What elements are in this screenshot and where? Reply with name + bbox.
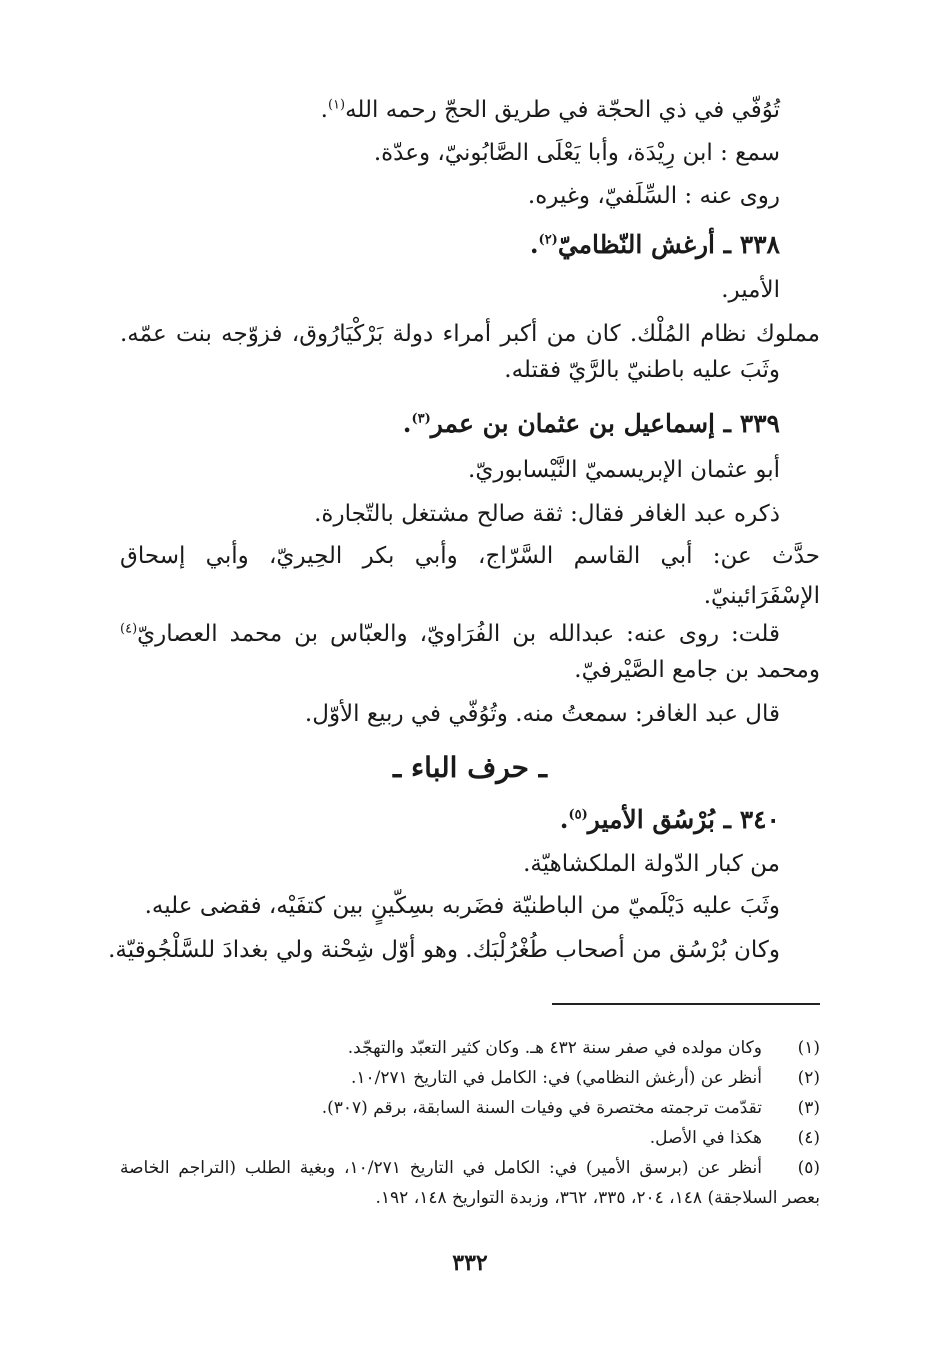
line-tail: . <box>402 409 412 438</box>
line-text: قلت: روى عنه: عبدالله بن الفُرَاويّ، والعبّاس بن محمد العصاريّ <box>137 621 780 647</box>
footnote-number: (٣) <box>797 1098 820 1118</box>
footnote-marker[interactable]: (٢) <box>538 232 558 248</box>
text-line <box>704 578 820 614</box>
line-text: وثَبَ عليه باطنيّ بالرَّيّ فقتله. <box>504 357 780 383</box>
footnote <box>120 1154 820 1214</box>
text-line <box>145 888 780 924</box>
line-text: سمع : ابن رِيْدَة، وأبا يَعْلَى الصَّابُونيّ، وعدّة. <box>373 140 780 166</box>
footnote-number: (٥) <box>797 1158 820 1178</box>
footnote-text: هكذا في الأصل. <box>649 1128 762 1148</box>
text-line <box>574 652 820 688</box>
text-line <box>120 538 820 574</box>
text-line <box>120 316 820 352</box>
entry-title: ٣٣٩ ـ إسماعيل بن عثمان بن عمر <box>430 409 780 438</box>
entry-heading <box>403 406 780 442</box>
line-text: وكان بُرْسُق من أصحاب طُغْرُلْبَك. وهو أوّل شِحْنة ولي بغدادَ للسَّلْجُوقيّة. <box>108 937 780 963</box>
line-tail: . <box>559 805 569 834</box>
text-line <box>108 932 780 968</box>
footnote-marker[interactable]: (٤) <box>120 621 138 637</box>
footnote-separator <box>552 1003 820 1005</box>
line-text: ذكره عبد الغافر فقال: ثقة صالح مشتغل بالتّجارة. <box>314 501 780 527</box>
footnote-marker[interactable]: (١) <box>327 97 346 113</box>
chapter-title: ـ حرف الباء ـ <box>393 751 547 784</box>
footnote <box>120 1034 820 1062</box>
footnote-marker[interactable]: (٣) <box>411 411 431 427</box>
text-line <box>528 178 780 214</box>
line-tail: . <box>529 230 539 259</box>
entry-title: ٣٣٨ ـ أرغش النّظاميّ <box>557 230 780 259</box>
footnote-number: (٢) <box>797 1068 820 1088</box>
footnote <box>120 1094 820 1122</box>
text-line <box>305 696 780 732</box>
text-line <box>504 352 780 388</box>
chapter-heading <box>0 750 940 786</box>
footnote <box>120 1064 820 1092</box>
text-line <box>468 452 780 488</box>
footnote-number: (١) <box>797 1038 820 1058</box>
text-line <box>523 846 780 882</box>
line-text: روى عنه : السِّلَفيّ، وغيره. <box>527 183 780 209</box>
line-text: من كبار الدّولة الملكشاهيّة. <box>523 851 780 877</box>
footnote-text: أنظر عن (أرغش النظامي) في: الكامل في التاريخ ١٠/٢٧١. <box>351 1068 762 1088</box>
entry-heading <box>530 227 780 263</box>
footnote-text: تقدّمت ترجمته مختصرة في وفيات السنة السابقة، برقم (٣٠٧). <box>321 1098 762 1118</box>
footnote-text: بعصر السلاجقة) ١٤٨، ٢٠٤، ٣٣٥، ٣٦٢، وزبدة التواريخ ١٤٨، ١٩٢. <box>375 1188 820 1208</box>
line-text: الأمير. <box>721 277 780 303</box>
entry-heading <box>560 802 780 838</box>
entry-title: ٣٤٠ ـ بُرْسُق الأمير <box>587 805 780 834</box>
footnote-text: أنظر عن (برسق الأمير) في: الكامل في التاريخ ١٠/٢٧١، وبغية الطلب (التراجم الخاصة <box>120 1158 762 1178</box>
line-text: تُوُفّي في ذي الحجّة في طريق الحجّ رحمه الله <box>345 97 780 123</box>
line-text: ومحمد بن جامع الصَّيْرفيّ. <box>574 657 820 683</box>
footnote-number: (٤) <box>797 1128 820 1148</box>
line-text: أبو عثمان الإبريسميّ النَّيْسابوريّ. <box>468 457 780 483</box>
line-text: حدَّث عن: أبي القاسم السَّرّاج، وأبي بكر الحِيريّ، وأبي إسحاق <box>120 543 820 569</box>
line-tail: . <box>320 97 328 123</box>
line-text: وثَبَ عليه دَيْلَميّ من الباطنيّة فضَربه بسِكّينٍ بين كتفَيْه، فقضى عليه. <box>144 893 780 919</box>
page-number: ٣٣٢ <box>452 1250 488 1276</box>
text-line <box>374 135 780 171</box>
text-line <box>314 496 780 532</box>
line-text: الإسْفَرَائينيّ. <box>703 583 820 609</box>
text-line <box>721 272 780 308</box>
text-line <box>120 616 780 652</box>
footnote-text: وكان مولده في صفر سنة ٤٣٢ هـ. وكان كثير التعبّد والتهجّد. <box>347 1038 762 1058</box>
text-line <box>321 92 780 128</box>
footnote-marker[interactable]: (٥) <box>568 807 588 823</box>
footnote <box>120 1124 820 1152</box>
line-text: قال عبد الغافر: سمعتُ منه. وتُوُفّي في ربيع الأوّل. <box>304 701 780 727</box>
line-text: مملوك نظام المُلْك. كان من أكبر أمراء دولة بَرْكْيَارُوق، فزوّجه بنت عمّه. <box>120 321 820 347</box>
